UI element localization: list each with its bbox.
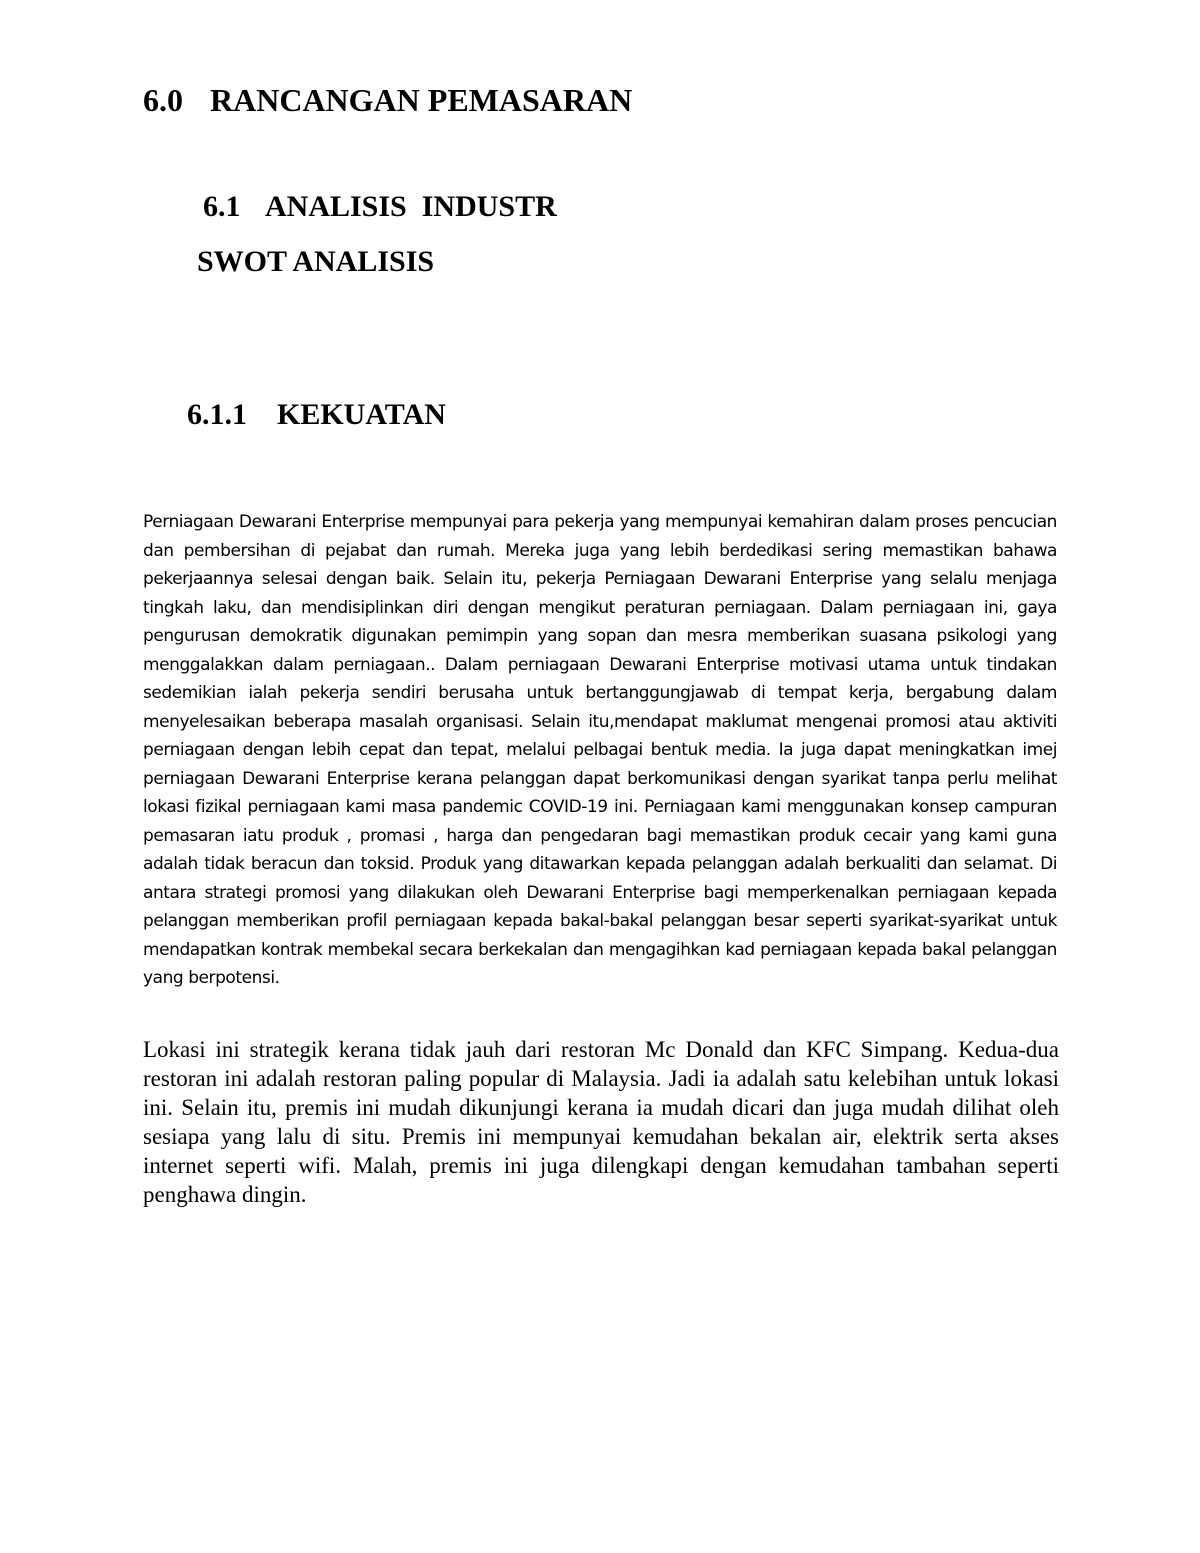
swot-analisis-heading: SWOT ANALISIS [197, 245, 435, 278]
subsection-number: 6.1 [203, 190, 241, 223]
subsection-heading-analisis-industr [203, 192, 557, 222]
subsubsection-title: KEKUATAN [277, 398, 446, 431]
subsubsection-number: 6.1.1 [187, 398, 247, 431]
section-title: RANCANGAN PEMASARAN [210, 82, 633, 118]
subsection-title: ANALISIS INDUSTR [265, 190, 557, 223]
section-heading-rancangan-pemasaran [143, 84, 632, 116]
kekuatan-paragraph: Perniagaan Dewarani Enterprise mempunyai para pekerja yang mempunyai kemahiran dalam proses pencucian dan pembersihan di pejabat dan rumah. Mereka juga yang lebih berdedikasi sering memastikan bahawa pekerjaannya selesai dengan baik. Selain itu, pekerja Perniagaan Dewarani Enterprise yang selalu menjaga tingkah laku, dan mendisiplinkan diri dengan mengikut peraturan perniagaan. Dalam perniagaan ini, gaya pengurusan demokratik digunakan pemimpin yang sopan dan mesra memberikan suasana psikologi yang menggalakkan dalam perniagaan.. Dalam perniagaan Dewarani Enterprise motivasi utama untuk tindakan sedemikian ialah pekerja sendiri berusaha untuk bertanggungjawab di tempat kerja, bergabung dalam menyelesaikan beberapa masalah organisasi. Selain itu,mendapat maklumat mengenai promosi atau aktiviti perniagaan dengan lebih cepat dan tepat, melalui pelbagai bentuk media. Ia juga dapat meningkatkan imej perniagaan Dewarani Enterprise kerana pelanggan dapat berkomunikasi dengan syarikat tanpa perlu melihat lokasi fizikal perniagaan kami masa pandemic COVID-19 ini. Perniagaan kami menggunakan konsep campuran pemasaran iatu produk , promasi , harga dan pengedaran bagi memastikan produk cecair yang kami guna adalah tidak beracun dan toksid. Produk yang ditawarkan kepada pelanggan adalah berkualiti dan selamat. Di antara strategi promosi yang dilakukan oleh Dewarani Enterprise bagi memperkenalkan perniagaan kepada pelanggan memberikan profil perniagaan kepada bakal-bakal pelanggan besar seperti syarikat-syarikat untuk mendapatkan kontrak membekal secara berkekalan dan mengagihkan kad perniagaan kepada bakal pelanggan yang berpotensi. [143, 512, 1057, 988]
section-number: 6.0 [143, 82, 183, 118]
lokasi-paragraph: Lokasi ini strategik kerana tidak jauh dari restoran Mc Donald dan KFC Simpang. Kedua-dua restoran ini adalah restoran paling popular di Malaysia. Jadi ia adalah satu kelebihan untuk lokasi ini. Selain itu, premis ini mudah dikunjungi kerana ia mudah dicari dan juga mudah dilihat oleh sesiapa yang lalu di situ. Premis ini mempunyai kemudahan bekalan air, elektrik serta akses internet seperti wifi. Malah, premis ini juga dilengkapi dengan kemudahan tambahan seperti penghawa dingin. [143, 1037, 1059, 1207]
subsubsection-heading-kekuatan [187, 400, 446, 430]
